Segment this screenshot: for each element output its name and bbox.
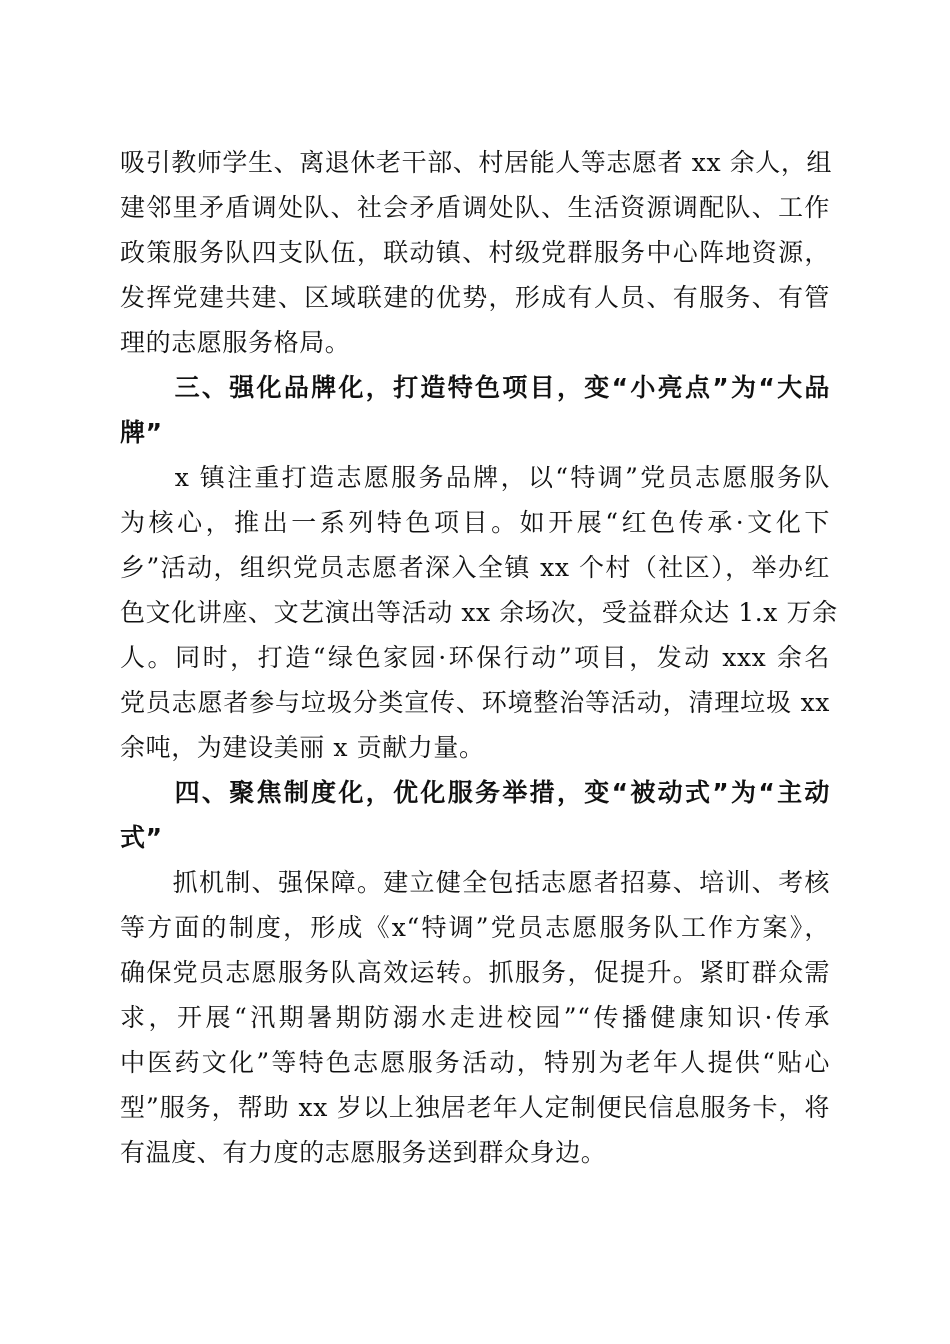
section-four-heading xyxy=(120,770,830,860)
section-four-paragraph xyxy=(120,860,830,1175)
text-line: 政策服务队四支队伍，联动镇、村级党群服务中心阵地资源， xyxy=(120,238,830,267)
text-line: 等方面的制度，形成《x“特调”党员志愿服务队工作方案》， xyxy=(120,913,830,942)
section-three-heading xyxy=(120,365,830,455)
text-line: 求，开展“汛期暑期防溺水走进校园”“传播健康知识·传承 xyxy=(120,1003,830,1032)
section-three-paragraph xyxy=(120,455,838,770)
text-line: 色文化讲座、文艺演出等活动 xx 余场次，受益群众达 1.x 万余 xyxy=(120,598,838,627)
text-line: x 镇注重打造志愿服务品牌，以“特调”党员志愿服务队 xyxy=(120,463,830,492)
heading-line: 三、强化品牌化，打造特色项目，变“小亮点”为“大品 xyxy=(120,373,830,402)
text-line: 党员志愿者参与垃圾分类宣传、环境整治等活动，清理垃圾 xx xyxy=(120,688,830,717)
text-line: 理的志愿服务格局。 xyxy=(120,328,351,357)
text-line: 余吨，为建设美丽 x 贡献力量。 xyxy=(120,733,485,762)
text-line: 建邻里矛盾调处队、社会矛盾调处队、生活资源调配队、工作 xyxy=(120,193,830,222)
text-line: 乡”活动，组织党员志愿者深入全镇 xx 个村（社区），举办红 xyxy=(120,553,830,582)
text-line: 抓机制、强保障。建立健全包括志愿者招募、培训、考核 xyxy=(120,868,830,897)
text-line: 吸引教师学生、离退休老干部、村居能人等志愿者 xx 余人，组 xyxy=(120,148,833,177)
text-line: 中医药文化”等特色志愿服务活动，特别为老年人提供“贴心 xyxy=(120,1048,830,1077)
text-line: 人。同时，打造“绿色家园·环保行动”项目，发动 xxx 余名 xyxy=(120,643,830,672)
text-line: 为核心，推出一系列特色项目。如开展“红色传承·文化下 xyxy=(120,508,830,537)
intro-paragraph xyxy=(120,140,833,365)
document-body xyxy=(120,140,838,1175)
heading-line: 牌” xyxy=(120,418,163,447)
text-line: 型”服务，帮助 xx 岁以上独居老年人定制便民信息服务卡，将 xyxy=(120,1093,830,1122)
heading-line: 四、聚焦制度化，优化服务举措，变“被动式”为“主动 xyxy=(120,778,830,807)
text-line: 确保党员志愿服务队高效运转。抓服务，促提升。紧盯群众需 xyxy=(120,958,830,987)
text-line: 有温度、有力度的志愿服务送到群众身边。 xyxy=(120,1138,607,1167)
text-line: 发挥党建共建、区域联建的优势，形成有人员、有服务、有管 xyxy=(120,283,830,312)
heading-line: 式” xyxy=(120,823,163,852)
